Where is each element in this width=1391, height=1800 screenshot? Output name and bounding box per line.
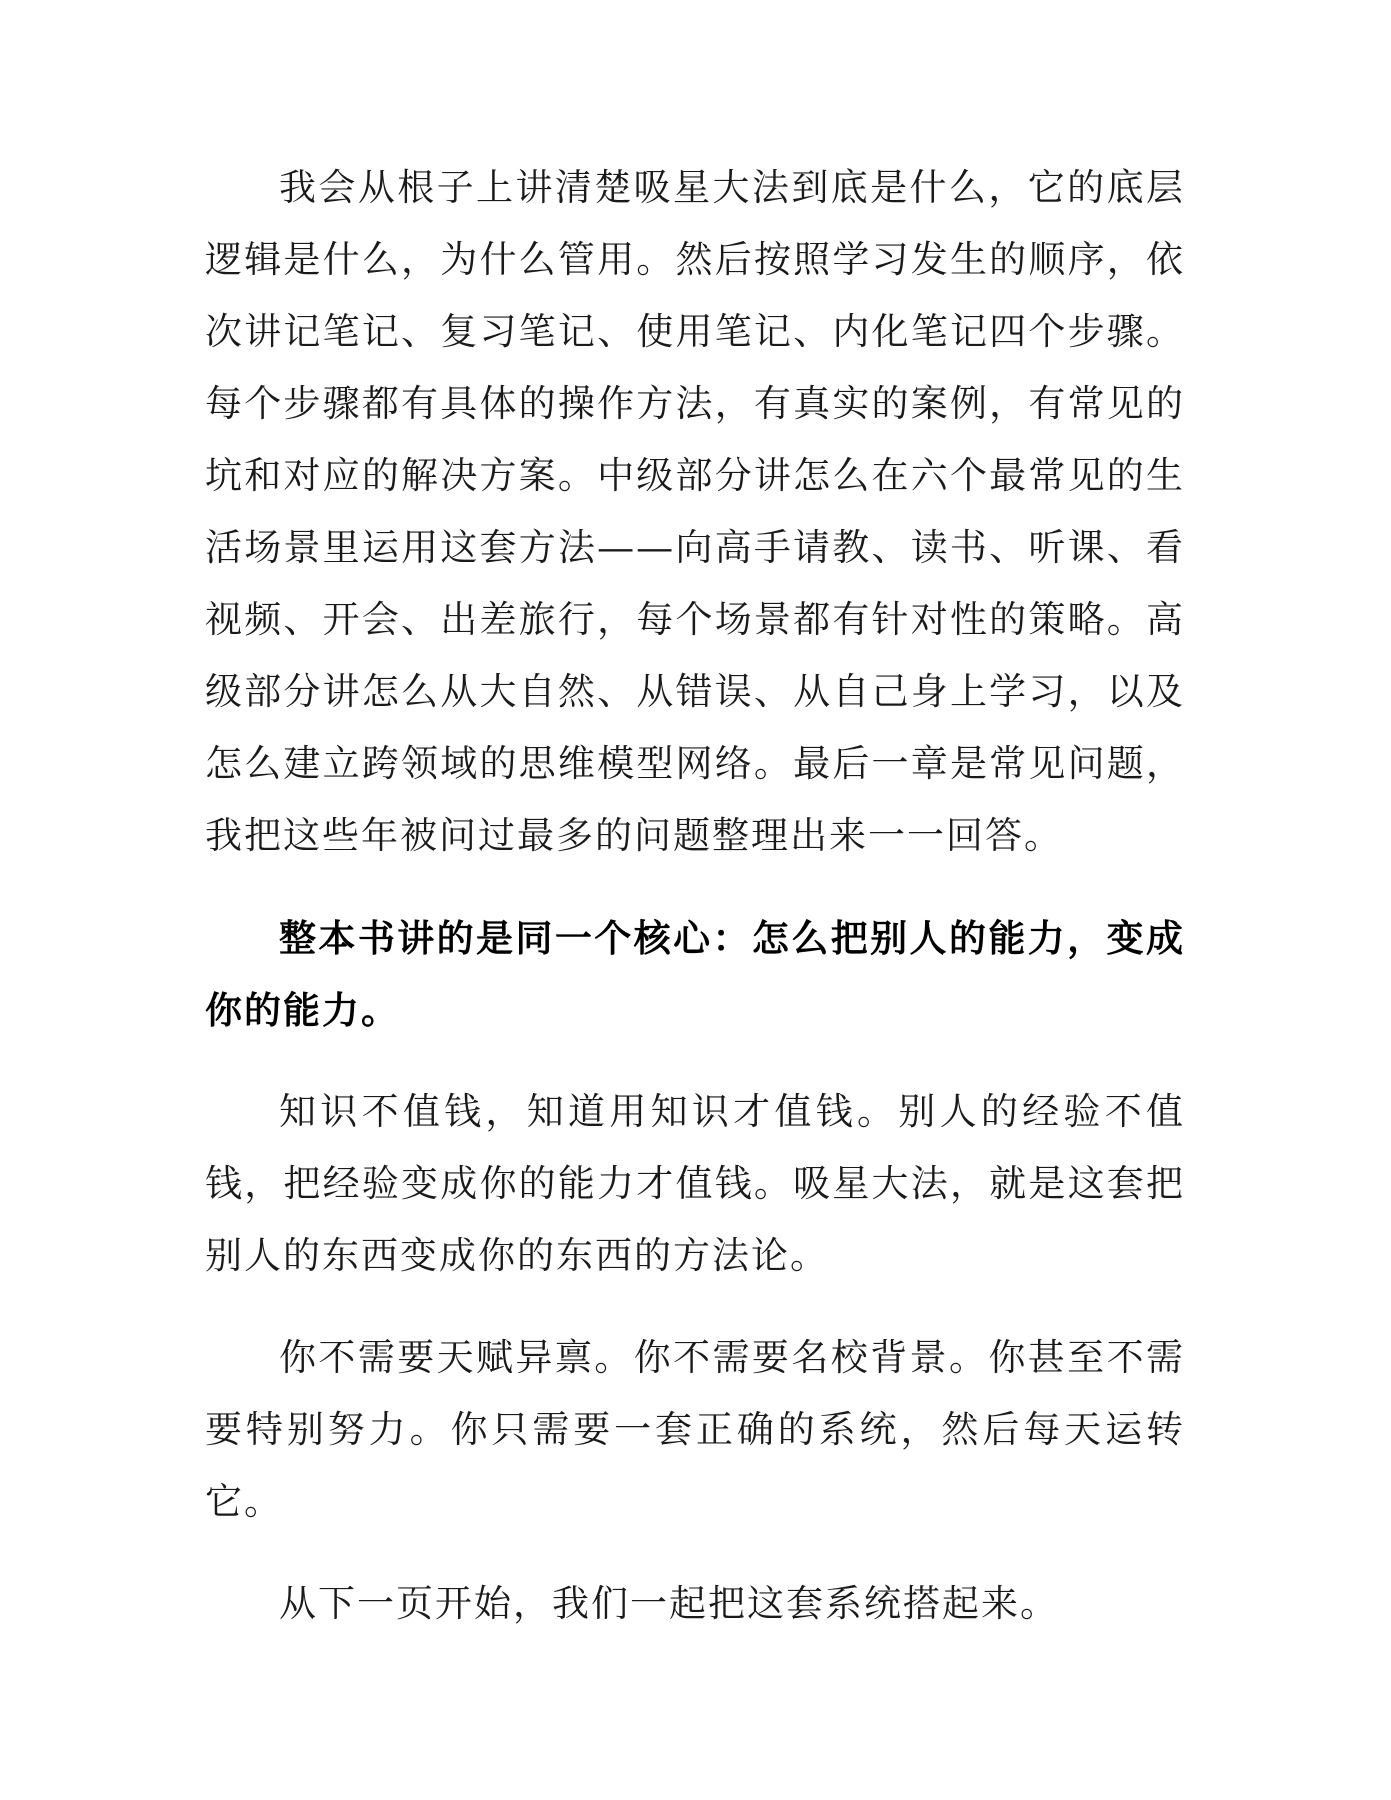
paragraph-no-talent-needed: 你不需要天赋异禀。你不需要名校背景。你甚至不需要特别努力。你只需要一套正确的系统，然后每天运转它。: [205, 1336, 1185, 1523]
paragraph-core-message: 整本书讲的是同一个核心：怎么把别人的能力，变成你的能力。: [205, 916, 1185, 1032]
paragraph-next-page: 从下一页开始，我们一起把这套系统搭起来。: [279, 1582, 1059, 1625]
paragraph-book-overview: 我会从根子上讲清楚吸星大法到底是什么，它的底层逻辑是什么，为什么管用。然后按照学习发生的顺序，依次讲记笔记、复习笔记、使用笔记、内化笔记四个步骤。每个步骤都有具体的操作方法，有真实的案例，有常见的坑和对应的解决方案。中级部分讲怎么在六个最常见的生活场景里运用这套方法——向高手请教、读书、听课、看视频、开会、出差旅行，每个场景都有针对性的策略。高级部分讲怎么从大自然、从错误、从自己身上学习，以及怎么建立跨领域的思维模型网络。最后一章是常见问题，我把这些年被问过最多的问题整理出来一一回答。: [205, 166, 1185, 857]
paragraph-knowledge-value: 知识不值钱，知道用知识才值钱。别人的经验不值钱，把经验变成你的能力才值钱。吸星大法，就是这套把别人的东西变成你的东西的方法论。: [205, 1090, 1185, 1277]
document-body: [205, 152, 1185, 1640]
